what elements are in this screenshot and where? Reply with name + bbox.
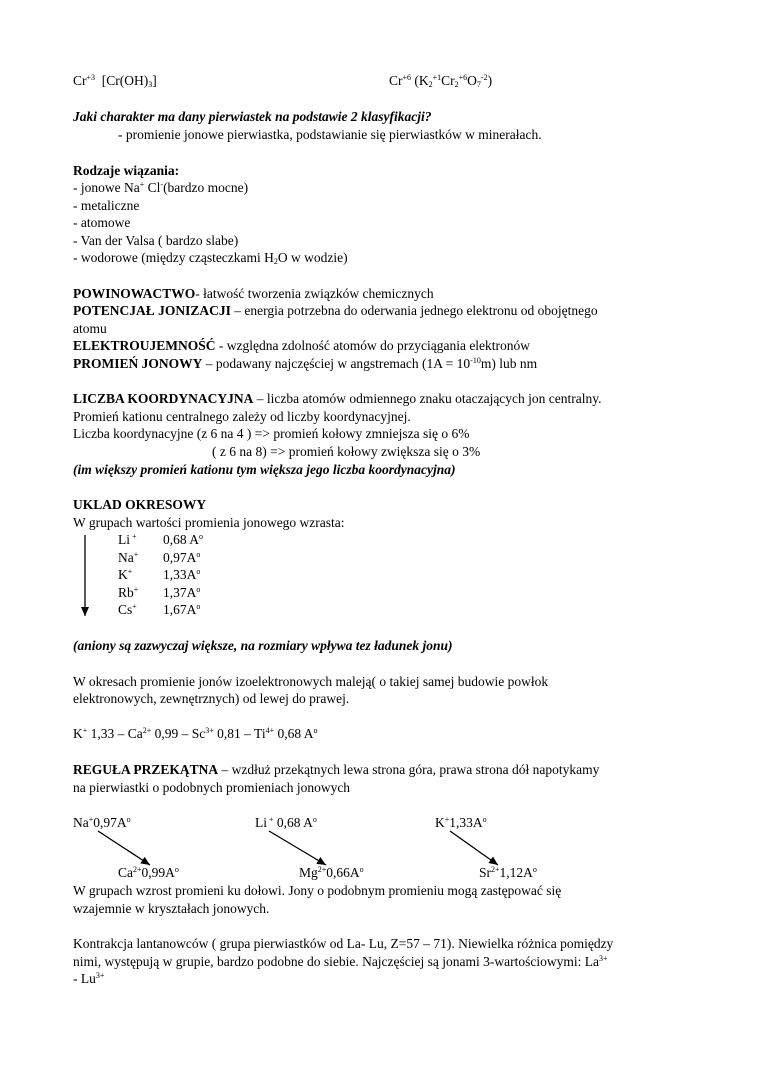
diagonal-top-ion: Li + 0,68 $A^o$: [255, 815, 317, 830]
def-affinity: POWINOWACTWO- łatwość tworzenia związków chemicznych: [73, 286, 434, 301]
periodic-title: UKLAD OKRESOWY: [73, 497, 207, 512]
diagonal-arrow: [450, 831, 498, 865]
def-electronegativity: ELEKTROUJEMNOŚĆ - względna zdolność atomów do przyciągania elektronów: [73, 338, 531, 353]
diagonal-rule: REGUŁA PRZEKĄTNA – wzdłuż przekątnych lewa strona góra, prawa strona dół napotykamy: [73, 762, 600, 777]
diagonal-rule-line-2: na pierwiastki o podobnych promieniach jonowych: [73, 780, 351, 795]
bond-vdw: - Van der Valsa ( bardzo slabe): [73, 233, 239, 248]
ion-symbol: Na+: [118, 550, 139, 565]
periods-line-2: elektronowych, zewnętrznych) od lewej do prawej.: [73, 691, 350, 706]
def-ionic-radius: PROMIEŃ JONOWY – podawany najczęściej w angstremach $(1A = 10^{-10}m)$ lub nm: [73, 356, 538, 371]
ion-radius: 0,68 $A^o$: [163, 532, 204, 547]
def-ionization-cont: atomu: [73, 321, 107, 336]
bonds-title: Rodzaje wiązania:: [73, 163, 180, 178]
diagonal-para-1: W grupach wzrost promieni ku dołowi. Jony o podobnym promieniu mogą zastępować się: [73, 883, 562, 898]
lanthanide-line-3: - $Lu^{3+}$: [73, 971, 105, 986]
ion-radius: $0,97A^o$: [163, 550, 201, 565]
question-answer: - promienie jonowe pierwiastka, podstawianie się pierwiastków w minerałach.: [118, 127, 542, 142]
bond-atomic: - atomowe: [73, 215, 131, 230]
ion-radius: $1,33A^o$: [163, 567, 201, 582]
diagonal-top-ion: $Na^+0,97A^o$: [73, 815, 131, 830]
diagonal-para-2: wzajemnie w kryształach jonowych.: [73, 901, 270, 916]
bond-metallic: - metaliczne: [73, 198, 140, 213]
coord-note: (im większy promień kationu tym większa jego liczba koordynacyjna): [73, 462, 456, 477]
periods-line-1: W okresach promienie jonów izoelektronowych maleją( o takiej samej budowie powłok: [73, 674, 549, 689]
bond-ionic: - jonowe Na+ Cl-(bardzo mocne): [73, 180, 249, 195]
coord-line-2: Promień kationu centralnego zależy od liczby koordynacyjnej.: [73, 409, 411, 424]
diagonal-top-ion: $K^+1,33A^o$: [435, 815, 487, 830]
chromium-iii-line: $Cr^{+3}$ $[Cr(OH)_3]$: [73, 73, 157, 89]
diagonal-bottom-ion: $Ca^{2+}0,99A^o$: [118, 865, 179, 880]
coord-definition: LICZBA KOORDYNACYJNA – liczba atomów odmiennego znaku otaczających jon centralny.: [73, 391, 602, 406]
coord-line-3: Liczba koordynacyjne (z 6 na 4 ) => promień kołowy zmniejsza się o 6%: [73, 426, 470, 441]
chromium-vi-line: $Cr^{+6}$ $(K_2^{+1}Cr_2^{+6}O_7^{-2})$: [389, 73, 493, 89]
ion-radius: $1,37A^o$: [163, 585, 201, 600]
ion-symbol: K+: [118, 567, 133, 582]
periodic-intro: W grupach wartości promienia jonowego wzrasta:: [73, 515, 345, 530]
lanthanide-line-1: Kontrakcja lantanowców ( grupa pierwiastków od La- Lu, Z=57 – 71). Niewielka różnica pomiędzy: [73, 936, 614, 951]
diagonal-bottom-ion: $Sr^{2+}1,12A^o$: [479, 865, 537, 880]
anions-note: (aniony są zazwyczaj większe, na rozmiary wpływa tez ładunek jonu): [73, 638, 453, 653]
lanthanide-line-2: nimi, występują w grupie, bardzo podobne do siebie. Najczęściej są jonami 3-wartościowymi: $La^{3+}$: [73, 954, 608, 969]
diagonal-arrow: [269, 831, 326, 865]
ion-symbol: Rb+: [118, 585, 139, 600]
bond-hydrogen: - wodorowe (między cząsteczkami $H_2O$ w wodzie): [73, 250, 348, 266]
diagonal-arrow: [98, 831, 150, 865]
ion-radius: $1,67A^o$: [163, 602, 201, 617]
ion-symbol: Li +: [118, 532, 137, 547]
isoelectronic-series: K+ $1,33 - Ca^{2+}$ $0,99 - Sc^{3+}$ $0,81 - Ti^{4+}$ 0,68 $A^o$: [73, 726, 318, 741]
def-ionization: POTENCJAŁ JONIZACJI – energia potrzebna do oderwania jednego elektronu od obojętnego: [73, 303, 598, 318]
question-title: Jaki charakter ma dany pierwiastek na podstawie 2 klasyfikacji?: [73, 109, 432, 124]
coord-line-4: ( z 6 na 8) => promień kołowy zwiększa się o 3%: [212, 444, 481, 459]
diagonal-bottom-ion: $Mg^{2+}0,66A^o$: [299, 865, 364, 880]
ion-symbol: Cs+: [118, 602, 137, 617]
